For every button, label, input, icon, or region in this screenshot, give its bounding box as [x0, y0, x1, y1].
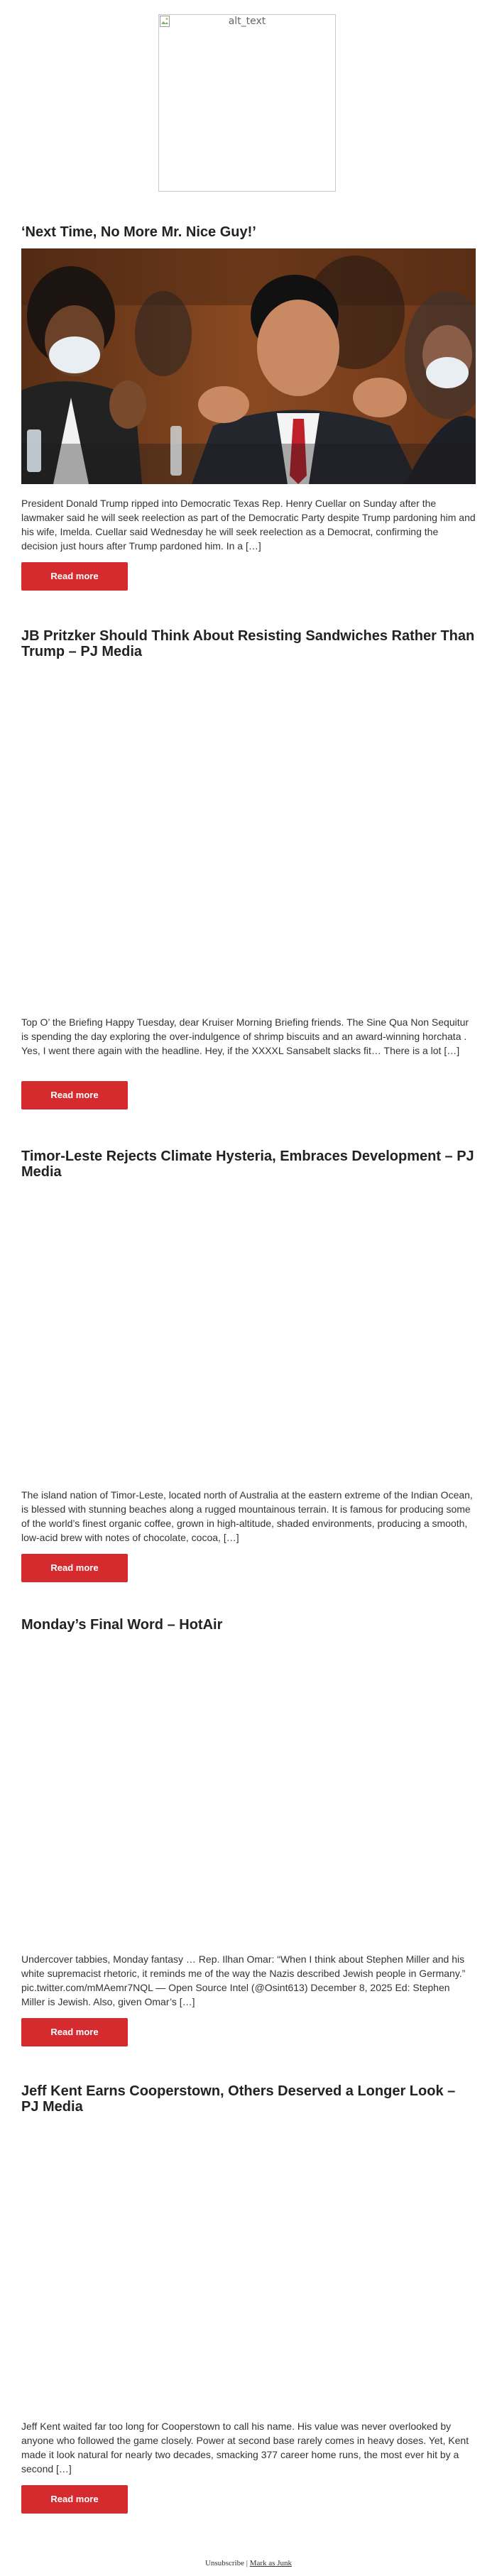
article-title[interactable]: Monday’s Final Word – HotAir [21, 1617, 223, 1633]
article-excerpt: Top O’ the Briefing Happy Tuesday, dear Kruiser Morning Briefing friends. The Sine Qua Non Sequitur is spending the day exploring the over-indulgence of shrimp biscuits and an award-winning horchata . Yes, I went there again with the headline. Hey, if the XXXXL Sansabelt slacks fit… There is a lot […] [21, 1016, 469, 1056]
article-photo[interactable] [21, 248, 476, 484]
article-excerpt: The island nation of Timor-Leste, located north of Australia at the eastern extreme of the Indian Ocean, is blessed with stunning beaches along a rugged mountainous terrain. It is famous for producing some of the world’s finest organic coffee, grown in high-altitude, shaded environments, producing a smooth, low-acid brew with notes of chocolate, cocoa, […] [21, 1489, 473, 1543]
article-title[interactable]: Timor-Leste Rejects Climate Hysteria, Embraces Development – PJ Media [21, 1149, 474, 1180]
article-image-blank[interactable] [21, 1173, 476, 1478]
article-title[interactable]: JB Pritzker Should Think About Resisting Sandwiches Rather Than Trump – PJ Media [21, 628, 475, 659]
mark-as-junk-link[interactable]: Mark as Junk [249, 2559, 292, 2567]
footer-separator: | [246, 2559, 248, 2567]
article-image-blank[interactable] [21, 667, 476, 1008]
article-card [21, 628, 476, 1100]
article-excerpt: President Donald Trump ripped into Democratic Texas Rep. Henry Cuellar on Sunday after the lawmaker said he will seek reelection as part of the Democratic Party despite Trump pardoning him and his wife, Imelda. Cuellar said Wednesday he will seek reelection as a Democrat, confirming the decision just hours after Trump pardoned him. In a […] [21, 498, 476, 552]
article-card [21, 2083, 476, 2504]
article-image-blank[interactable] [21, 1641, 476, 1946]
unsubscribe-text[interactable]: Unsubscribe [205, 2559, 244, 2567]
article-card [21, 1617, 476, 2037]
header-image-placeholder [158, 14, 336, 192]
article-card [21, 1149, 476, 1573]
read-more-button[interactable]: Read more [21, 2485, 128, 2514]
read-more-button[interactable]: Read more [21, 1081, 128, 1109]
footer [0, 2559, 497, 2567]
hearing-photo-illustration [21, 248, 476, 484]
read-more-button[interactable]: Read more [21, 562, 128, 591]
article-image-blank[interactable] [21, 2108, 476, 2413]
read-more-button[interactable]: Read more [21, 1554, 128, 1582]
article-title[interactable]: ‘Next Time, No More Mr. Nice Guy!’ [21, 224, 256, 240]
article-excerpt: Jeff Kent waited far too long for Cooperstown to call his name. His value was never overlooked by anyone who followed the game closely. Power at second base rarely comes in heavy doses. Yet, Kent made it look natural for nearly two decades, smacking 377 career home runs, the most ever hit by a second […] [21, 2421, 469, 2474]
article-card [21, 224, 476, 581]
article-excerpt: Undercover tabbies, Monday fantasy … Rep. Ilhan Omar: “When I think about Stephen Miller and his white supremacist rhetoric, it reminds me of the way the Nazis described Jewish people in Germany.” pic.twitter.com/mMAemr7NQL — Open Source Intel (@Osint613) December 8, 2025 Ed: Stephen Miller is Jewish. Also, given Omar’s […] [21, 1953, 466, 2007]
header-image-alt-text: alt_text [228, 16, 266, 27]
read-more-button[interactable]: Read more [21, 2018, 128, 2046]
article-title[interactable]: Jeff Kent Earns Cooperstown, Others Deserved a Longer Look – PJ Media [21, 2083, 456, 2115]
